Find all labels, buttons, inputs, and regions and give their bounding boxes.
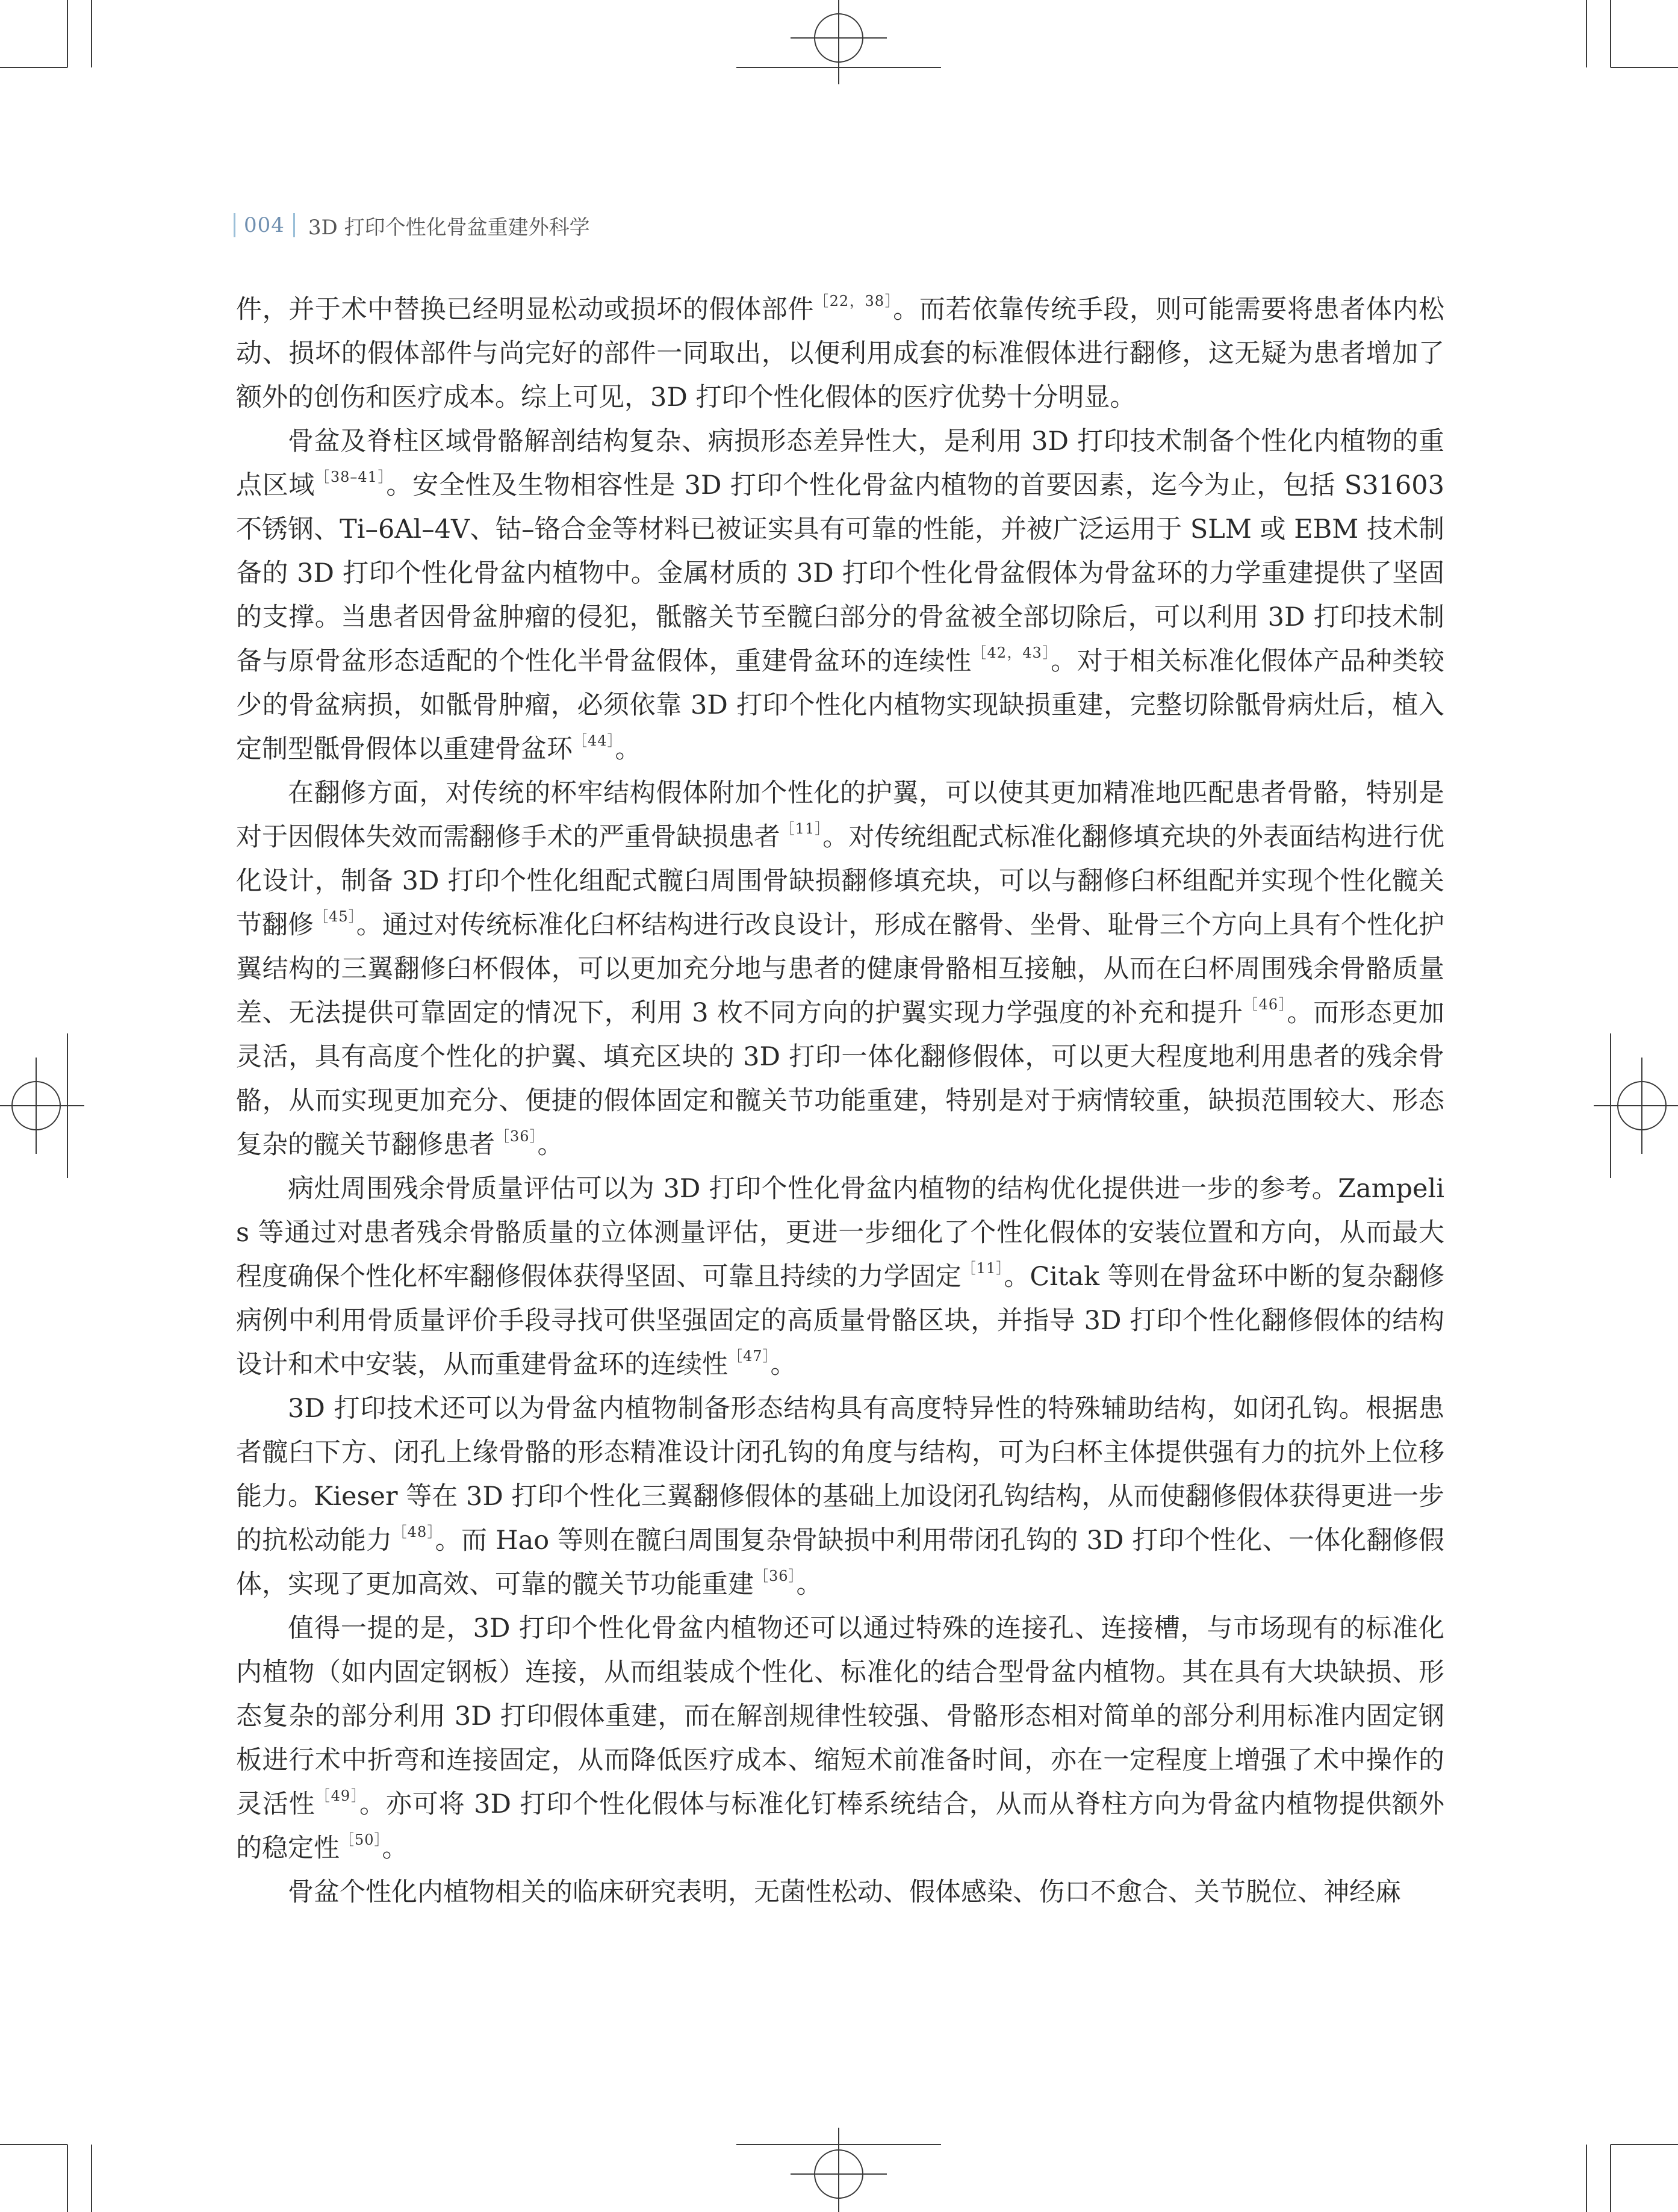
citation-reference: ［36］ bbox=[754, 1568, 797, 1584]
citation-reference: ［49］ bbox=[315, 1787, 359, 1804]
text-run: 骨盆个性化内植物相关的临床研究表明，无菌性松动、假体感染、伤口不愈合、关节脱位、神经麻 bbox=[288, 1877, 1401, 1907]
text-run: 。 bbox=[382, 1833, 408, 1863]
text-run: 件，并于术中替换已经明显松动或损坏的假体部件 bbox=[236, 294, 815, 325]
text-run: 。而形态更加灵活，具有高度个性化的护翼、填充区块的 3D 打印一体化翻修假体，可以更大程度地利用患者的残余骨骼，从而实现更加充分、便捷的假体固定和髋关节功能重建，特别是对于病情较重，缺损范围较大、形态复杂的髋关节翻修患者 bbox=[236, 998, 1444, 1160]
book-title: 3D 打印个性化骨盆重建外科学 bbox=[308, 215, 590, 240]
citation-reference: ［36］ bbox=[495, 1128, 538, 1145]
paragraph bbox=[236, 1387, 1444, 1607]
text-run: 。Citak 等则在骨盆环中断的复杂翻修病例中利用骨质量评价手段寻找可供坚强固定的高质量骨骼区块，并指导 3D 打印个性化翻修假体的结构设计和术中安装，从而重建骨盆环的连续性 bbox=[236, 1262, 1444, 1380]
text-run: 。 bbox=[615, 734, 641, 764]
citation-reference: ［42，43］ bbox=[971, 644, 1051, 661]
citation-reference: ［44］ bbox=[573, 732, 615, 749]
citation-reference: ［22，38］ bbox=[814, 293, 893, 310]
registration-mark bbox=[0, 1033, 84, 1178]
citation-reference: ［47］ bbox=[728, 1348, 771, 1365]
text-run: 骨盆及脊柱区域骨骼解剖结构复杂、病损形态差异性大，是利用 3D 打印技术制备个性化内植物的重点区域 bbox=[236, 426, 1444, 500]
text-run: 。安全性及生物相容性是 3D 打印个性化骨盆内植物的首要因素，迄今为止，包括 S31603 不锈钢、Ti–6Al–4V、钴–铬合金等材料已被证实具有可靠的性能，并被广泛运用于 SLM 或 EBM 技术制备的 3D 打印个性化骨盆内植物中。金属材质的 3D 打印个性化骨盆假体为骨盆环的力学重建提供了坚固的支撑。当患者因骨盆肿瘤的侵犯，骶髂关节至髋臼部分的骨盆被全部切除后，可以利用 3D 打印技术制备与原骨盆形态适配的个性化半骨盆假体，重建骨盆环的连续性 bbox=[236, 470, 1445, 676]
citation-reference: ［38–41］ bbox=[315, 469, 387, 485]
citation-reference: ［48］ bbox=[392, 1524, 435, 1541]
registration-mark bbox=[736, 2128, 941, 2212]
running-header bbox=[234, 209, 590, 241]
citation-reference: ［45］ bbox=[314, 908, 356, 925]
text-run: 病灶周围残余骨质量评估可以为 3D 打印个性化骨盆内植物的结构优化提供进一步的参考。Zampelis 等通过对患者残余骨骼质量的立体测量评估，更进一步细化了个性化假体的安装位置和方向，从而最大程度确保个性化杯牢翻修假体获得坚固、可靠且持续的力学固定 bbox=[236, 1174, 1444, 1292]
citation-reference: ［50］ bbox=[340, 1831, 382, 1848]
text-run: 。对传统组配式标准化翻修填充块的外表面结构进行优化设计，制备 3D 打印个性化组配式髋臼周围骨缺损翻修填充块，可以与翻修臼杯组配并实现个性化髋关节翻修 bbox=[236, 822, 1445, 940]
text-run: 在翻修方面，对传统的杯牢结构假体附加个性化的护翼，可以使其更加精准地匹配患者骨骼，特别是对于因假体失效而需翻修手术的严重骨缺损患者 bbox=[236, 778, 1444, 852]
citation-reference: ［46］ bbox=[1243, 996, 1287, 1013]
registration-mark bbox=[736, 0, 941, 84]
text-run: 。 bbox=[537, 1130, 564, 1160]
text-run: 。通过对传统标准化臼杯结构进行改良设计，形成在髂骨、坐骨、耻骨三个方向上具有个性化护翼结构的三翼翻修臼杯假体，可以更加充分地与患者的健康骨骼相互接触，从而在臼杯周围残余骨骼质量差、无法提供可靠固定的情况下，利用 3 枚不同方向的护翼实现力学强度的补充和提升 bbox=[236, 910, 1445, 1028]
citation-reference: ［11］ bbox=[780, 820, 823, 837]
citation-reference: ［11］ bbox=[961, 1260, 1004, 1277]
text-run: 值得一提的是，3D 打印个性化骨盆内植物还可以通过特殊的连接孔、连接槽，与市场现有的标准化内植物（如内固定钢板）连接，从而组装成个性化、标准化的结合型骨盆内植物。其在具有大块缺损、形态复杂的部分利用 3D 打印假体重建，而在解剖规律性较强、骨骼形态相对简单的部分利用标准内固定钢板进行术中折弯和连接固定，从而降低医疗成本、缩短术前准备时间，亦在一定程度上增强了术中操作的灵活性 bbox=[236, 1613, 1444, 1819]
text-run: 。而若依靠传统手段，则可能需要将患者体内松动、损坏的假体部件与尚完好的部件一同取出，以便利用成套的标准假体进行翻修，这无疑为患者增加了额外的创伤和医疗成本。综上可见，3D 打印个性化假体的医疗优势十分明显。 bbox=[236, 294, 1445, 413]
text-run: 3D 打印技术还可以为骨盆内植物制备形态结构具有高度特异性的特殊辅助结构，如闭孔钩。根据患者髋臼下方、闭孔上缘骨骼的形态精准设计闭孔钩的角度与结构，可为臼杯主体提供强有力的抗外上位移能力。Kieser 等在 3D 打印个性化三翼翻修假体的基础上加设闭孔钩结构，从而使翻修假体获得更进一步的抗松动能力 bbox=[236, 1394, 1444, 1556]
text-run: 。对于相关标准化假体产品种类较少的骨盆病损，如骶骨肿瘤，必须依靠 3D 打印个性化内植物实现缺损重建，完整切除骶骨病灶后，植入定制型骶骨假体以重建骨盆环 bbox=[236, 646, 1445, 764]
text-run: 。 bbox=[796, 1569, 822, 1600]
text-run: 。而 Hao 等则在髋臼周围复杂骨缺损中利用带闭孔钩的 3D 打印个性化、一体化翻修假体，实现了更加高效、可靠的髋关节功能重建 bbox=[236, 1525, 1445, 1600]
registration-mark bbox=[1594, 1033, 1678, 1178]
text-run: 。 bbox=[770, 1350, 797, 1380]
paragraph bbox=[236, 1167, 1444, 1387]
paragraph bbox=[236, 420, 1444, 771]
paragraph bbox=[236, 771, 1444, 1167]
paragraph bbox=[236, 1871, 1444, 1914]
page-number: 004 bbox=[244, 213, 285, 237]
text-run: 。亦可将 3D 打印个性化假体与标准化钉棒系统结合，从而从脊柱方向为骨盆内植物提供额外的稳定性 bbox=[236, 1789, 1445, 1863]
body-text bbox=[236, 288, 1444, 1914]
paragraph bbox=[236, 1607, 1444, 1871]
paragraph bbox=[236, 288, 1444, 420]
